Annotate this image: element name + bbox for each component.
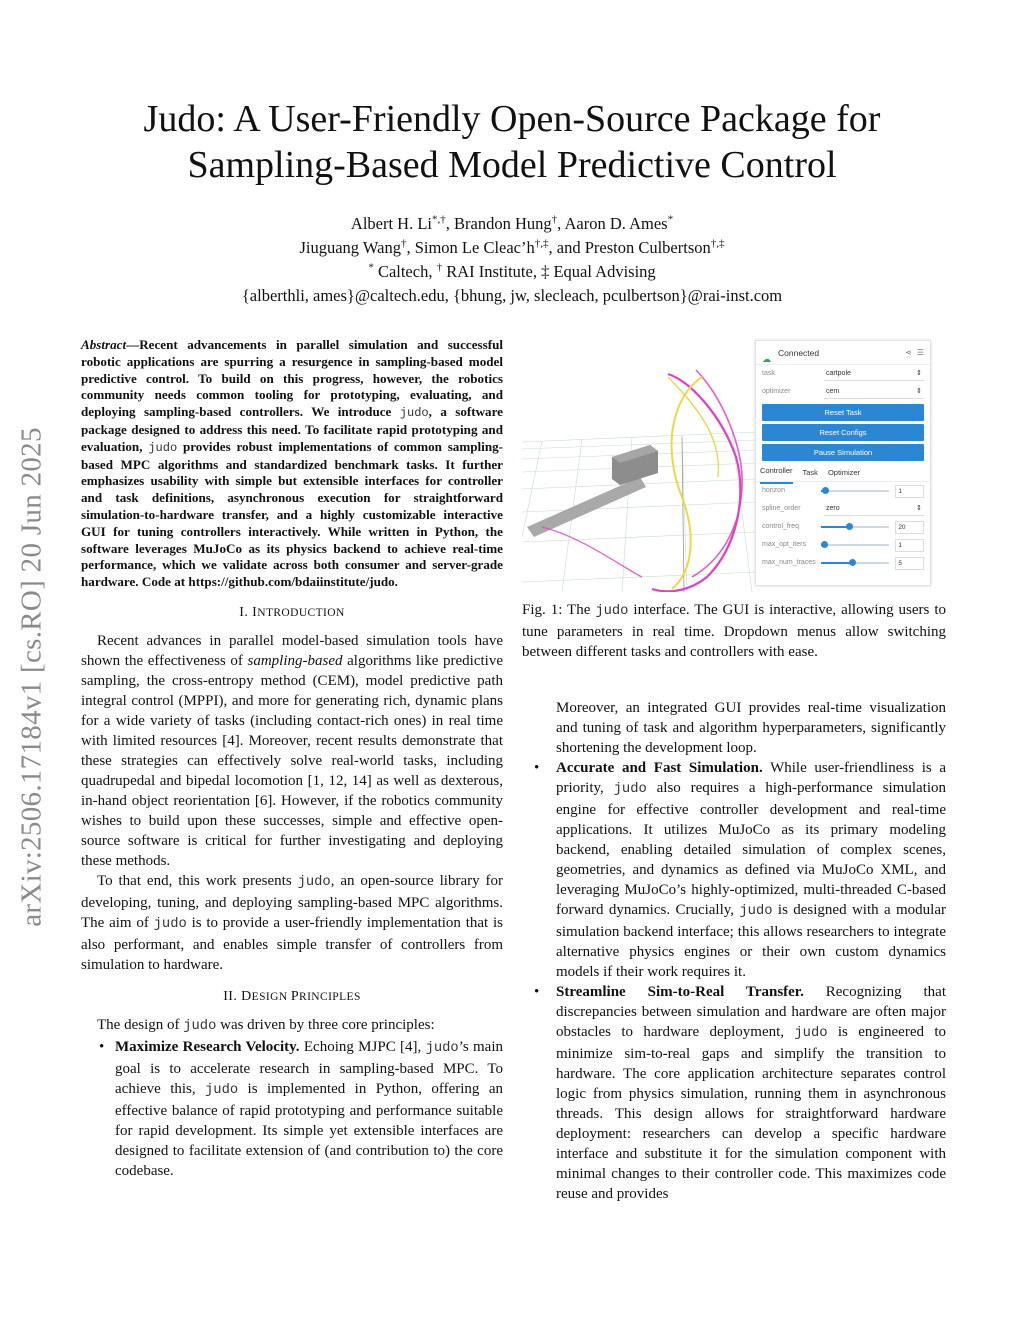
figure-1-caption: Fig. 1: The judo interface. The GUI is interactive, allowing users to tune parameters in real time. Dropdown menus allow switching between different tasks and controllers with ease. — [522, 602, 946, 660]
task-select[interactable]: cartpole ⇕ — [824, 367, 924, 381]
control-freq-input[interactable]: 20 — [895, 521, 924, 534]
chevron-updown-icon: ⇕ — [916, 387, 922, 395]
max-num-traces-input[interactable]: 5 — [895, 557, 924, 570]
control-freq-slider[interactable] — [821, 526, 889, 528]
max-opt-iters-input[interactable]: 1 — [895, 539, 924, 552]
simulation-scene-image — [522, 337, 757, 592]
max-num-traces-slider[interactable] — [821, 562, 889, 564]
connection-status: Connected — [778, 347, 820, 358]
principles-list-continued — [522, 758, 946, 1204]
author-block — [80, 212, 944, 308]
principle-research-velocity-continued: Moreover, an integrated GUI provides real-time visualization and tuning of task and algorithm hyperparameters, significantly shortening the development loop. — [556, 700, 946, 756]
max-opt-iters-slider[interactable] — [821, 544, 889, 546]
right-column — [522, 337, 946, 1204]
abstract: Abstract—Recent advancements in parallel simulation and successful robotic applications are spurring a resurgence in sampling-based model predictive control. To build on this progress, however, the robotics community needs common tooling for prototyping, evaluating, and deploying sampling-based controllers. We introduce judo, a software package designed to address this need. To facilitate rapid prototyping and evaluation, judo provides robust implementations of common sampling-based MPC algorithms and standardized benchmark tasks. It further emphasizes usability with simple but extensible interfaces for controller and task definitions, asynchronous execution for straightforward simulation-to-hardware transfer, and a highly customizable interactive GUI for tuning controllers interactively. While written in Python, the software leverages MuJoCo as its physics backend to achieve real-time performance, which we validate across both consumer and server-grade hardware. Code at https://github.com/bdaiinstitute/judo. — [81, 337, 504, 590]
share-icon[interactable]: ⋖ — [905, 347, 912, 357]
intro-paragraph-2: To that end, this work presents judo, an open-source library for developing, tuning, and deploying sampling-based MPC algorithms. The aim of judo is to provide a user-friendly implementation that is also performant, and enables simple transfer of controllers from simulation to hardware. — [81, 872, 503, 973]
optimizer-select[interactable]: cem ⇕ — [824, 385, 924, 399]
spline-order-select[interactable]: zero ⇕ — [824, 502, 924, 516]
title-line-2: Sampling-Based Model Predictive Control — [187, 144, 837, 186]
control-freq-row: control_freq 20 — [756, 518, 930, 536]
gui-header — [756, 341, 930, 365]
pause-simulation-button[interactable]: Pause Simulation — [762, 444, 924, 461]
task-select-row: task cartpole ⇕ — [756, 365, 930, 383]
paper-title — [80, 96, 944, 188]
intro-paragraph-1: Recent advances in parallel model-based simulation tools have shown the effectiveness of sampling-based algorithms like predictive sampling, the cross-entropy method (CEM), model predictive path integral control (MPPI), and more for generating rich, dynamic plans for a wide variety of tasks (including contact-rich ones) in real time with limited resources [4]. Moreover, recent results demonstrate that these strategies can effectively solve real-world tasks, including quadrupedal and bipedal locomotion [1, 12, 14] as well as dexterous, in-hand object reorientation [6]. However, if the robotics community wishes to build upon these successes, simple and effective open-source software is critical for further investigating and deploying these methods. — [81, 632, 503, 869]
author-line-2: Jiuguang Wang†, Simon Le Cleac’h†,‡, and Preston Culbertson†,‡ — [299, 237, 725, 257]
settings-sliders-icon[interactable]: ☰ — [916, 347, 924, 357]
principles-list — [81, 1037, 503, 1181]
principle-research-velocity: • Maximize Research Velocity. Echoing MJPC [4], judo’s main goal is to accelerate research in sampling-based MPC. To achieve this, judo is implemented in Python, offering an effective balance of rapid prototyping and performance suitable for rapid development. Its simple yet extensible interfaces are designed to facilitate extension of (and contribution to) the core codebase. — [81, 1037, 503, 1181]
affiliations: * Caltech, † RAI Institute, ‡ Equal Advising — [368, 261, 656, 281]
reset-task-button[interactable]: Reset Task — [762, 404, 924, 421]
author-emails: {alberthli, ames}@caltech.edu, {bhung, jw, slecleach, pculbertson}@rai-inst.com — [241, 286, 783, 305]
section-heading-design-principles: II. DESIGN PRINCIPLES — [223, 988, 361, 1004]
arxiv-identifier-text: arXiv:2506.17184v1 [cs.RO] 20 Jun 2025 — [15, 427, 48, 927]
horizon-input[interactable]: 1 — [895, 485, 924, 498]
principle-sim-to-real: • Streamline Sim-to-Real Transfer. Recognizing that discrepancies between simulation and hardware are often major obstacles to hardware deployment, judo is engineered to minimize sim-to-real gaps and simplify the transition to hardware. The core application architecture separates control logic from physics simulation, running them in asynchronous threads. This design allows for straightforward hardware deployment: researchers can develop a specific hardware interface and substitute it for the simulation component with minimal changes to their controller code. This maximizes code reuse and provides — [522, 982, 946, 1204]
author-line-1: Albert H. Li*,†, Brandon Hung†, Aaron D. Ames* — [350, 213, 674, 233]
max-num-traces-row: max_num_traces 5 — [756, 554, 930, 572]
chevron-updown-icon: ⇕ — [916, 504, 922, 512]
tab-task[interactable]: Task — [802, 467, 818, 477]
principle-accurate-simulation: • Accurate and Fast Simulation. While user-friendliness is a priority, judo also requires a high-performance simulation engine for effective controller development and real-time applications. It utilizes MuJoCo as its primary modeling backend, enabling detailed simulation of complex scenes, geometries, and dynamics as defined via MuJoCo XML, and leveraging MuJoCo’s highly-optimized, multi-threaded C-based forward dynamics. Crucially, judo is designed with a modular simulation backend interface; this allows researchers to integrate alternative physics engines or their own custom dynamics models if their work requires it. — [522, 758, 946, 982]
tab-optimizer[interactable]: Optimizer — [827, 467, 861, 477]
tab-controller[interactable]: Controller — [760, 461, 793, 484]
optimizer-select-row: optimizer cem ⇕ — [756, 383, 930, 401]
gui-tabs — [756, 464, 930, 482]
arxiv-identifier — [4, 372, 60, 982]
section-heading-introduction: I. INTRODUCTION — [239, 604, 345, 620]
spline-order-row: spline_order zero ⇕ — [756, 500, 930, 518]
left-column — [81, 337, 503, 1181]
max-opt-iters-row: max_opt_iters 1 — [756, 536, 930, 554]
reset-configs-button[interactable]: Reset Configs — [762, 424, 924, 441]
judo-gui-panel — [755, 340, 931, 586]
cloud-icon: ☁ — [762, 353, 771, 364]
trajectory-trace-yellow — [672, 377, 702, 589]
chevron-updown-icon: ⇕ — [916, 369, 922, 377]
horizon-slider[interactable] — [821, 490, 889, 492]
figure-1 — [522, 337, 946, 592]
design-intro: The design of judo was driven by three core principles: — [97, 1016, 435, 1034]
horizon-row: horizon 1 — [756, 482, 930, 500]
title-line-1: Judo: A User-Friendly Open-Source Package for — [143, 98, 881, 140]
